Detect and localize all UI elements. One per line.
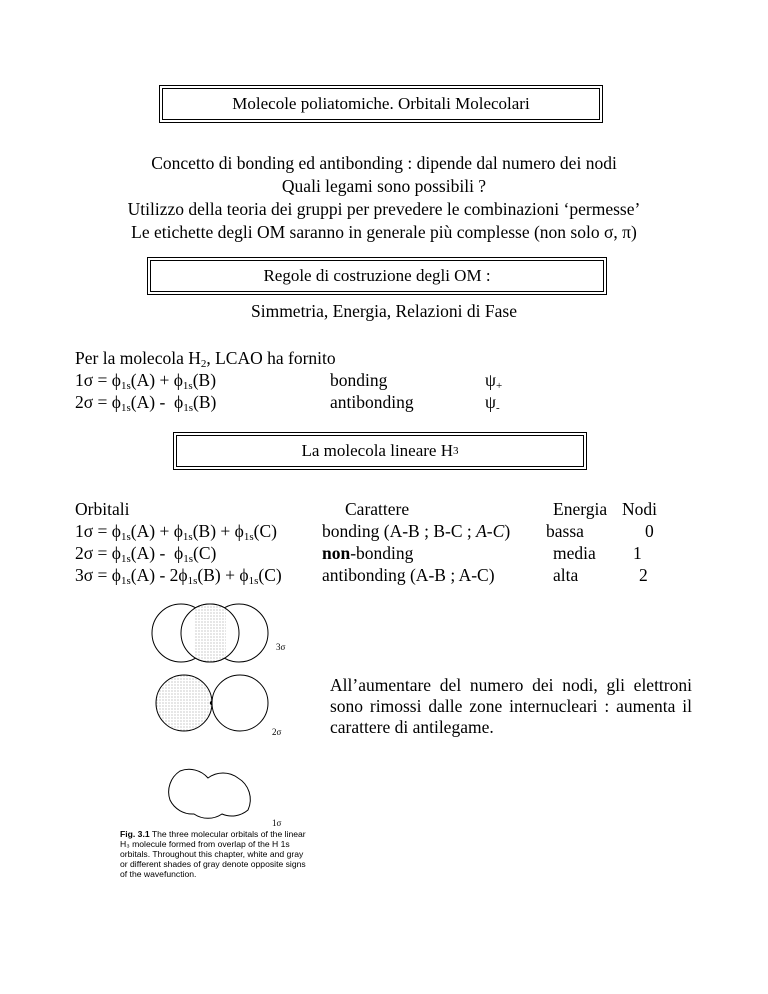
h3-row-1-nodes: 0 — [645, 521, 654, 541]
orbital-3sigma — [152, 604, 268, 662]
h3-box — [176, 435, 584, 467]
h3-row-3-nodes: 2 — [639, 565, 648, 585]
h2-intro-text: Per la molecola H — [75, 348, 201, 368]
intro-line-2: Quali legami sono possibili ? — [281, 176, 487, 196]
label-1sigma: 1σ — [272, 818, 282, 828]
h3-row-3-lead: 3σ = ϕ — [75, 565, 122, 585]
h3-row-2-lead: 2σ = ϕ — [75, 543, 122, 563]
psi-minus: ψ — [485, 392, 496, 412]
h3-row-3-formula: $3\sigma = \phi_{1s}(A) - 2\phi_{1s}(B) + \phi_{1s}(C)$ — [75, 565, 282, 587]
intro-line-4: Le etichette degli OM saranno in generale più complesse (non solo σ, π) — [131, 222, 637, 242]
header-orbitali: Orbitali — [75, 499, 130, 519]
h3-title: La molecola lineare H — [301, 441, 453, 460]
header-carattere: Carattere — [345, 499, 410, 519]
h3-row-1-formula: $1\sigma = \phi_{1s}(A) + \phi_{1s}(B) + \phi_{1s}(C)$ — [75, 521, 277, 543]
h2-row-2-type: antibonding — [330, 392, 414, 412]
h2-row-1: $1\sigma = \phi_{1s}(A) + \phi_{1s}(B)$ — [75, 370, 217, 392]
h3-box-text — [177, 436, 583, 466]
h3-row-1-lead: 1σ = ϕ — [75, 521, 122, 541]
h3-row-1-energy: bassa — [546, 521, 584, 541]
rules-box — [150, 260, 604, 292]
h2-row-2-lead: 2σ = ϕ — [75, 392, 122, 412]
label-2sigma: 2σ — [272, 727, 282, 737]
h2-row-2: $2\sigma = \phi_{1s}(A) - \phi_{1s}(B)$ — [75, 392, 217, 414]
h2-row-1-type: bonding — [330, 370, 388, 390]
h3-row-2-nodes: 1 — [633, 543, 642, 563]
psi-plus-sign: + — [495, 380, 503, 392]
orbital-figure — [150, 600, 310, 830]
caption-text: The three molecular orbitals of the linear H₃ molecule formed from overlap of the H 1s orbitals. Throughout this chapter, white and gray or different shades of gray denote opposite signs of the wavefunction. — [120, 829, 306, 879]
h2-row-1-lead: 1σ = ϕ — [75, 370, 122, 390]
h3-row-2-energy: media — [553, 543, 596, 563]
h3-row-3-energy: alta — [553, 565, 579, 585]
orbital-1sigma — [169, 769, 251, 818]
rules-subtitle: Simmetria, Energia, Relazioni di Fase — [250, 301, 517, 321]
title-text: Molecole poliatomiche. Orbitali Molecolari — [232, 94, 530, 113]
h3-row-2-character — [322, 542, 413, 564]
h2-row-2-psi — [485, 391, 500, 419]
header-energia: Energia — [553, 499, 608, 519]
rules-text: Regole di costruzione degli OM : — [263, 266, 491, 285]
caption-label: Fig. 3.1 — [120, 829, 150, 839]
non-bold: non — [322, 543, 351, 563]
conclusion-paragraph: All’aumentare del numero dei nodi, gli elettroni sono rimossi dalle zone internucleari : aumenta il carattere di antilegame. — [330, 675, 692, 737]
h2-subscript: 2 — [200, 358, 207, 370]
figure-caption — [120, 829, 310, 879]
intro-line-1: Concetto di bonding ed antibonding : dipende dal numero dei nodi — [151, 153, 617, 173]
title-box — [162, 88, 600, 120]
intro-line-3: Utilizzo della teoria dei gruppi per prevedere le combinazioni ‘permesse’ — [127, 199, 641, 219]
orbital-2sigma — [156, 675, 268, 731]
psi-plus: ψ — [485, 370, 496, 390]
h3-row-2-formula: $2\sigma = \phi_{1s}(A) - \phi_{1s}(C)$ — [75, 543, 217, 565]
label-3sigma: 3σ — [276, 642, 286, 652]
h2-intro-tail: , LCAO ha fornito — [206, 348, 336, 368]
h3-row-1-character: bonding (A-B ; B-C ; A-C) — [322, 521, 511, 541]
h3-subscript: 3 — [453, 445, 459, 457]
h3-row-2-char-text: -bonding — [350, 543, 414, 563]
header-nodi: Nodi — [622, 499, 657, 519]
psi-minus-sign: - — [495, 402, 500, 414]
h3-row-3-character: antibonding (A-B ; A-C) — [322, 565, 495, 585]
